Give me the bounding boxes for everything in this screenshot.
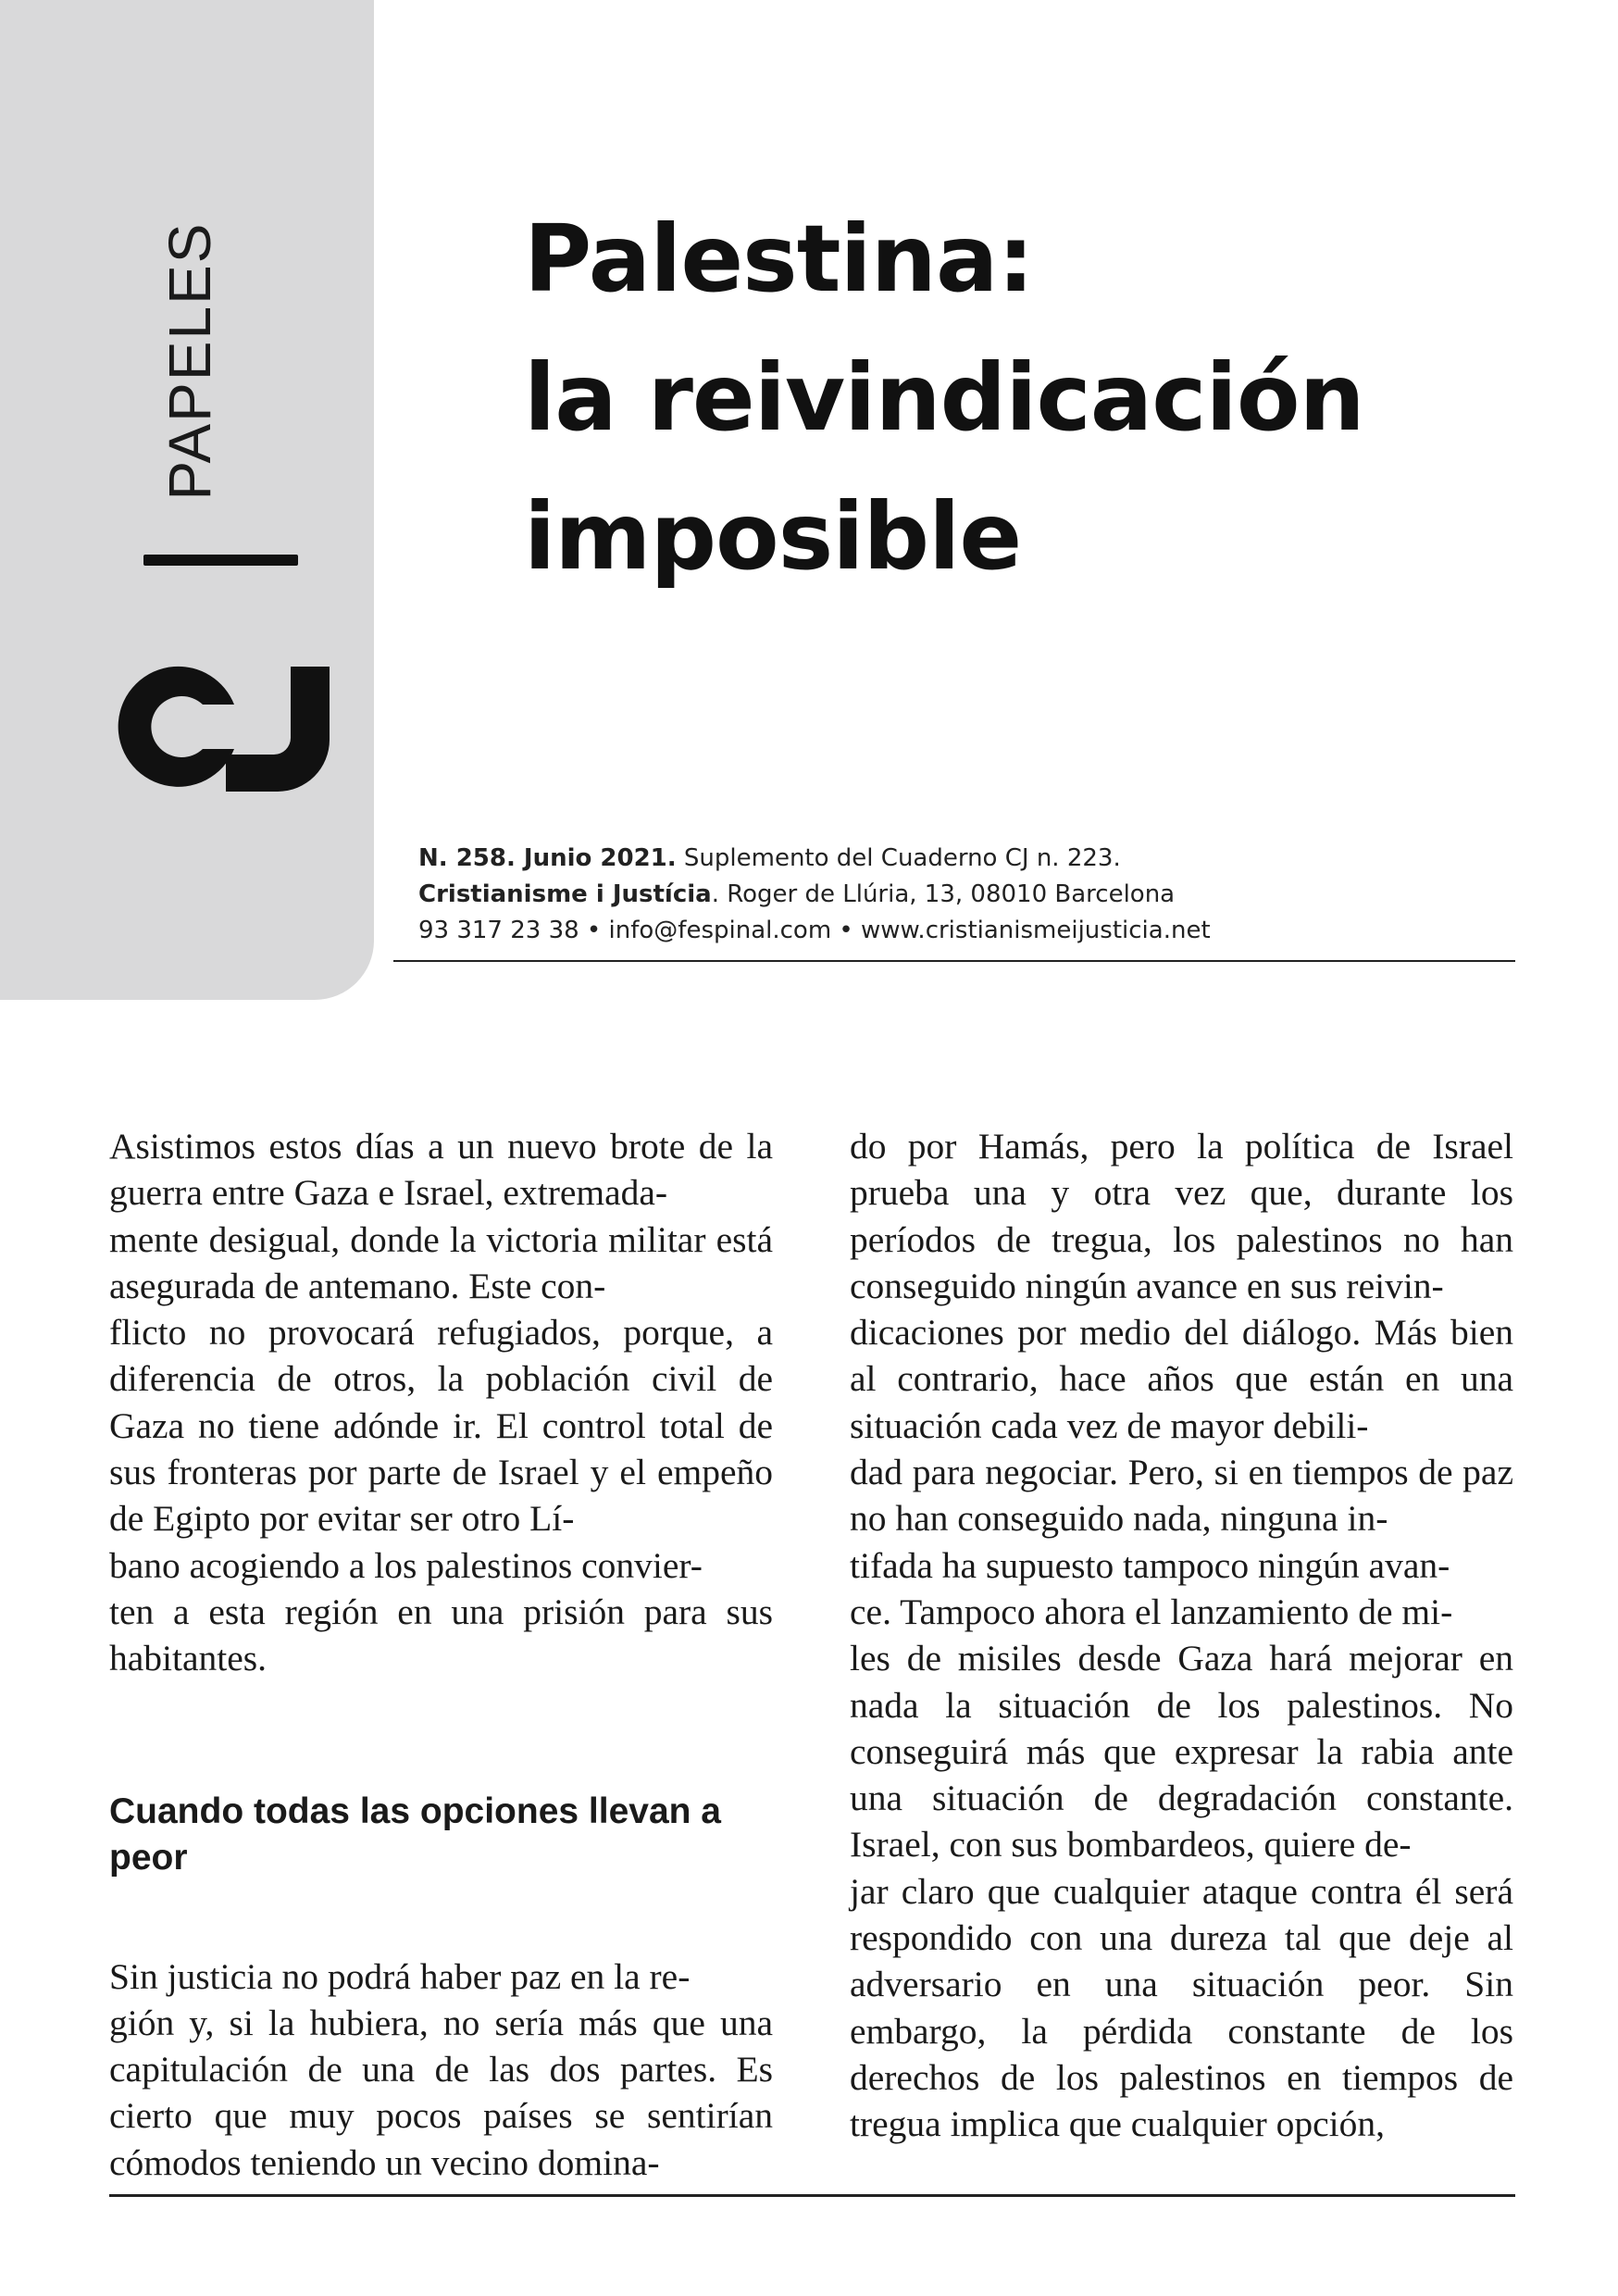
issue-number: N. 258. Junio 2021. — [418, 844, 677, 872]
cj-logo — [109, 662, 335, 792]
footer-rule — [109, 2194, 1515, 2197]
address-line — [418, 877, 1211, 913]
publication-info — [418, 841, 1211, 949]
address-text: . Roger de Llúria, 13, 08010 Barcelona — [711, 880, 1176, 908]
title-line-2: la reivindicación — [524, 343, 1364, 452]
supplement-text: Suplemento del Cuaderno CJ n. 223. — [676, 844, 1121, 872]
sidebar-divider — [143, 555, 298, 566]
body-column-right — [850, 1123, 1513, 2148]
issue-line — [418, 841, 1211, 877]
logo-letter-c — [118, 667, 234, 787]
title-line-1: Palestina: — [524, 205, 1034, 313]
logo-letter-j — [226, 667, 330, 792]
paragraph-main-start: Sin justicia no podrá haber paz en la re- gión y, si la hubiera, no sería más que una capitulación de una de las dos partes. Es cierto que muy pocos países se sentirían cómodos teniendo un vecino domina- — [109, 1955, 773, 2183]
contact-line: 93 317 23 38 • info@fespinal.com • www.cristianismeijusticia.net — [418, 917, 1211, 944]
organization-name: Cristianisme i Justícia — [418, 880, 712, 908]
section-subheading: Cuando todas las opciones llevan a peor — [109, 1791, 722, 1878]
header-rule — [393, 960, 1515, 962]
paragraph-main-continued: do por Hamás, pero la política de Israel prueba una y otra vez que, durante los períodos de tregua, los palestinos no han conseguido ningún avance en sus reivin- dicaciones por medio del diálogo. Más bien al contrario, hace años que están en una situación cada vez de mayor debili- dad para negociar. Pero, si en tiempos de paz no han conseguido nada, ninguna in- tifada ha supuesto tampoco ningún avan- ce. Tampoco ahora el lanzamiento de mi- les de misiles desde Gaza hará mejorar en nada la situación de los palestinos. No conseguirá más que expresar la rabia ante una situación de degradación constante. Israel, con sus bombardeos, quiere de- jar claro que cualquier ataque contra él será respondido con una dureza tal que deje al adversario en una situación peor. Sin embargo, la pérdida constante de los derechos de los palestinos en tiempos de tregua implica que cualquier opción, — [850, 1126, 1513, 2145]
body-column-left — [109, 1123, 773, 2186]
section-label: PAPELES — [156, 221, 223, 501]
document-title — [524, 190, 1364, 606]
title-line-3: imposible — [524, 482, 1022, 591]
paragraph-intro: Asistimos estos días a un nuevo brote de la guerra entre Gaza e Israel, extremada- mente desigual, donde la victoria militar está asegurada de antemano. Este con- flicto no provocará refugiados, porque, a diferencia de otros, la población civil de Gaza no tiene adónde ir. El control total de sus fronteras por parte de Israel y el empeño de Egipto por evitar ser otro Lí- bano acogiendo a los palestinos convier- ten a esta región en una prisión para sus habitantes. — [109, 1126, 773, 1679]
